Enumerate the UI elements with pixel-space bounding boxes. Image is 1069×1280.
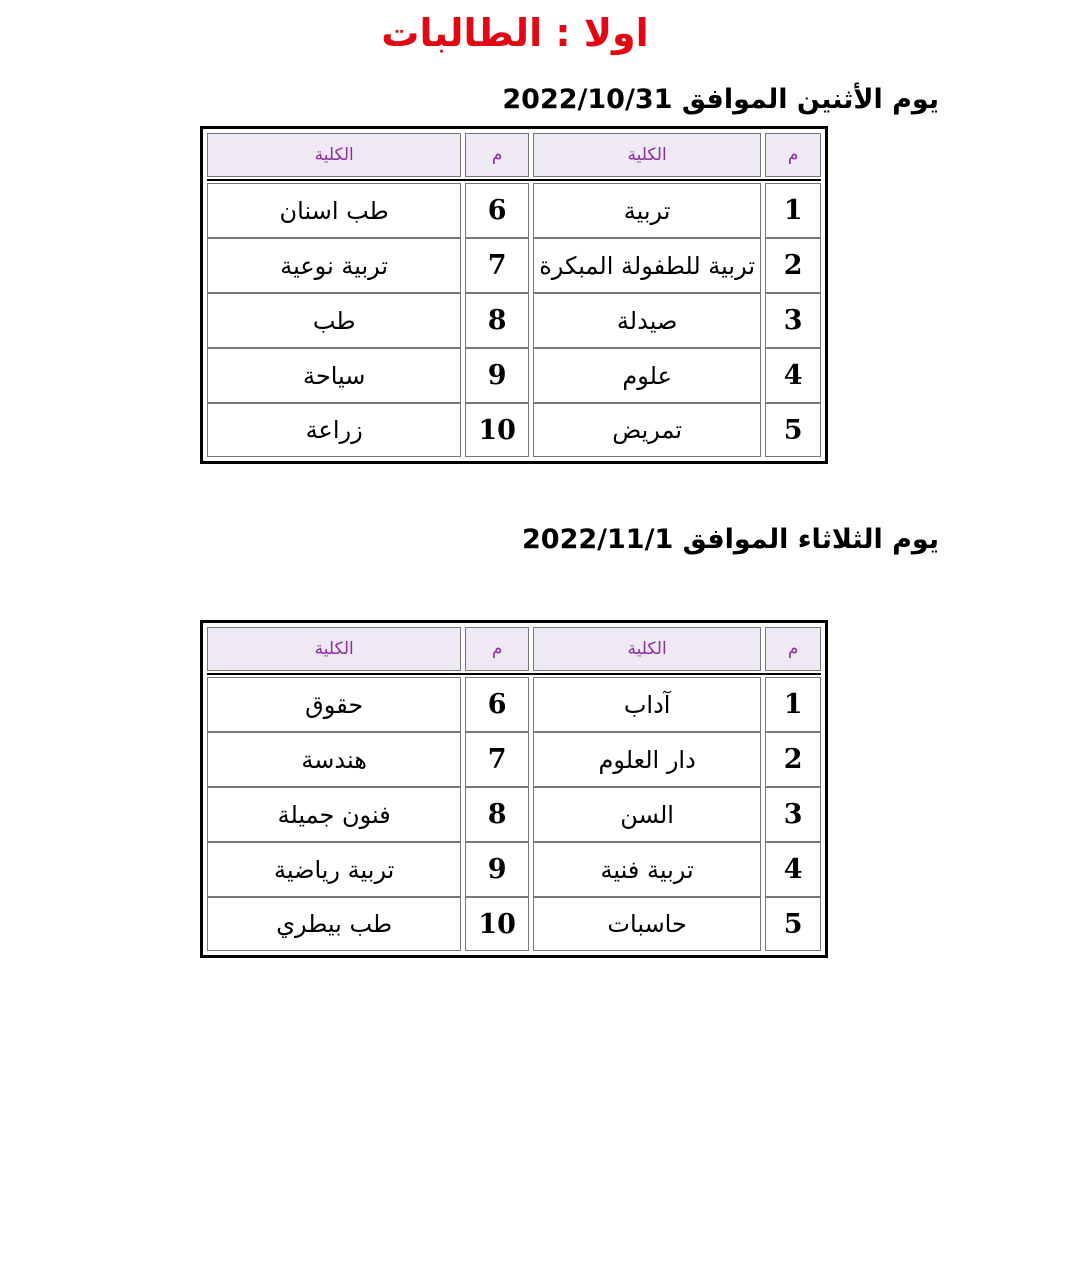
header-college: الكلية bbox=[207, 627, 461, 671]
day-date: 2022/10/31 bbox=[502, 84, 673, 115]
college-name: سياحة bbox=[207, 348, 461, 403]
row-number: 7 bbox=[465, 238, 529, 293]
college-name: طب اسنان bbox=[207, 183, 461, 238]
header-num: م bbox=[465, 627, 529, 671]
schedule-table-2 bbox=[200, 620, 828, 958]
day-heading-2 bbox=[522, 520, 939, 560]
row-number: 7 bbox=[465, 732, 529, 787]
row-number: 10 bbox=[465, 897, 529, 951]
row-number: 2 bbox=[765, 732, 821, 787]
college-name: زراعة bbox=[207, 403, 461, 457]
college-name: علوم bbox=[533, 348, 761, 403]
row-number: 4 bbox=[765, 842, 821, 897]
college-name: تربية bbox=[533, 183, 761, 238]
row-number: 1 bbox=[765, 677, 821, 732]
college-name: تربية للطفولة المبكرة bbox=[533, 238, 761, 293]
college-name: تربية فنية bbox=[533, 842, 761, 897]
table-row bbox=[207, 238, 821, 293]
day-label: يوم الأثنين الموافق bbox=[681, 84, 939, 115]
college-name: السن bbox=[533, 787, 761, 842]
table-row bbox=[207, 348, 821, 403]
college-name: دار العلوم bbox=[533, 732, 761, 787]
row-number: 8 bbox=[465, 293, 529, 348]
header-college: الكلية bbox=[207, 133, 461, 177]
row-number: 6 bbox=[465, 183, 529, 238]
divider bbox=[207, 673, 821, 675]
header-num: م bbox=[765, 133, 821, 177]
college-name: حقوق bbox=[207, 677, 461, 732]
row-number: 9 bbox=[465, 842, 529, 897]
college-name: طب bbox=[207, 293, 461, 348]
row-number: 10 bbox=[465, 403, 529, 457]
header-num: م bbox=[465, 133, 529, 177]
row-number: 1 bbox=[765, 183, 821, 238]
table-row bbox=[207, 787, 821, 842]
schedule-table-1 bbox=[200, 126, 828, 464]
college-name: هندسة bbox=[207, 732, 461, 787]
header-num: م bbox=[765, 627, 821, 671]
table-row bbox=[207, 897, 821, 951]
table-row bbox=[207, 403, 821, 457]
page-title: اولا : الطالبات bbox=[381, 11, 649, 55]
day-date: 2022/11/1 bbox=[522, 524, 674, 555]
day-heading-1 bbox=[502, 80, 939, 120]
row-number: 3 bbox=[765, 787, 821, 842]
row-number: 2 bbox=[765, 238, 821, 293]
college-name: صيدلة bbox=[533, 293, 761, 348]
row-number: 3 bbox=[765, 293, 821, 348]
row-number: 8 bbox=[465, 787, 529, 842]
college-name: تربية رياضية bbox=[207, 842, 461, 897]
row-number: 6 bbox=[465, 677, 529, 732]
college-name: تربية نوعية bbox=[207, 238, 461, 293]
college-name: تمريض bbox=[533, 403, 761, 457]
table-header-row bbox=[207, 627, 821, 671]
college-name: آداب bbox=[533, 677, 761, 732]
college-name: طب بيطري bbox=[207, 897, 461, 951]
table-header-row bbox=[207, 133, 821, 177]
header-college: الكلية bbox=[533, 627, 761, 671]
college-name: فنون جميلة bbox=[207, 787, 461, 842]
table-row bbox=[207, 842, 821, 897]
row-number: 5 bbox=[765, 897, 821, 951]
row-number: 5 bbox=[765, 403, 821, 457]
divider bbox=[207, 179, 821, 181]
table-row bbox=[207, 732, 821, 787]
table-row bbox=[207, 677, 821, 732]
day-label: يوم الثلاثاء الموافق bbox=[682, 524, 939, 555]
row-number: 9 bbox=[465, 348, 529, 403]
table-row bbox=[207, 293, 821, 348]
header-college: الكلية bbox=[533, 133, 761, 177]
row-number: 4 bbox=[765, 348, 821, 403]
college-name: حاسبات bbox=[533, 897, 761, 951]
table-row bbox=[207, 183, 821, 238]
